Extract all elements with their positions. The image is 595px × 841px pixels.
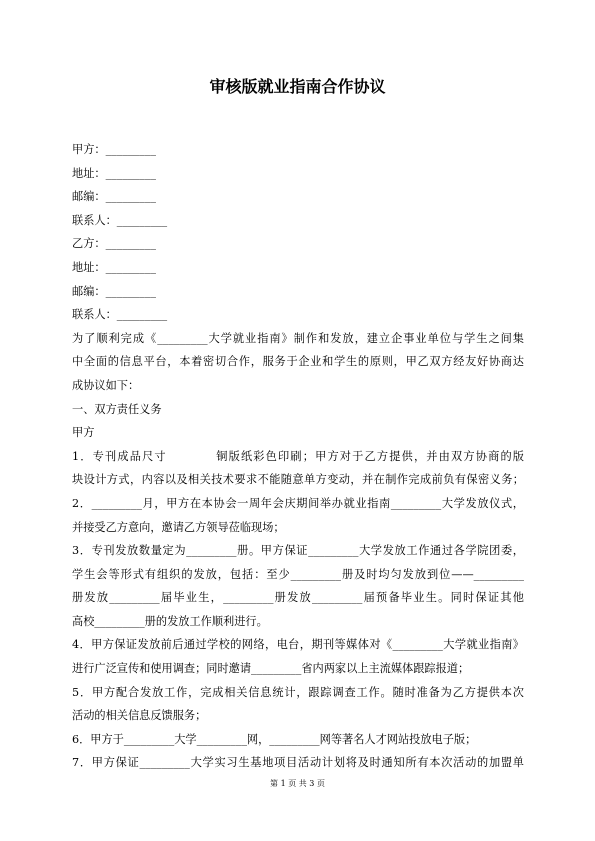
clause-line: 6．甲方于_________大学_________网，_________网等著名人才网站投放电子版； <box>72 732 477 746</box>
document-title: 审核版就业指南合作协议 <box>209 77 386 96</box>
preamble-line: 为了顺利完成《_________大学就业指南》制作和发放，建立企事业单位与学生之间集 <box>72 331 524 345</box>
clause-line: 高校_________册的发放工作顺利进行。 <box>72 614 268 628</box>
clause-line: 3．专刊发放数量定为_________册。甲方保证_________大学发放工作通过各学院团委， <box>72 544 524 558</box>
clause-line: 进行广泛宣传和使用调查；同时邀请_________省内两家以上主流媒体跟踪报道； <box>72 662 470 676</box>
subsection-heading: 甲方 <box>72 426 95 440</box>
party-b-line: 乙方：_________ <box>72 237 156 251</box>
party-a-postcode-line: 邮编：_________ <box>72 190 156 204</box>
clause-line: 学生会等形式有组织的发放，包括：至少_________册及时均匀发放到位——_________ <box>72 567 524 581</box>
party-a-line: 甲方：_________ <box>72 143 156 156</box>
clause-line: 7．甲方保证_________大学实习生基地项目活动计划将及时通知所有本次活动的加盟单 <box>72 756 524 770</box>
preamble-line: 成协议如下： <box>72 378 140 392</box>
party-a-address-line: 地址：_________ <box>72 166 156 180</box>
preamble-line: 中全面的信息平台，本着密切合作，服务于企业和学生的原则，甲乙双方经友好协商达 <box>72 355 524 369</box>
clause-line: 2．_________月，甲方在本协会一周年会庆期间举办就业指南_________大学发放仪式， <box>72 496 524 510</box>
clause-line: 块设计方式，内容以及相关技术要求不能随意单方变动，并在制作完成前负有保密义务； <box>72 473 524 487</box>
document-body <box>72 138 524 775</box>
page-footer: 第 1 页 共 3 页 <box>270 779 325 788</box>
clause-line: 1．专刊成品尺寸 铜版纸彩色印刷；甲方对于乙方提供，并由双方协商的版 <box>72 449 524 463</box>
party-b-address-line: 地址：_________ <box>72 260 156 274</box>
section-heading: 一、双方责任义务 <box>72 402 162 416</box>
party-b-postcode-line: 邮编：_________ <box>72 284 156 298</box>
clause-line: 并接受乙方意向，邀请乙方领导莅临现场； <box>72 520 285 534</box>
party-a-contact-line: 联系人：_________ <box>72 213 168 227</box>
clause-line: 5．甲方配合发放工作，完成相关信息统计，跟踪调查工作。随时准备为乙方提供本次 <box>72 685 524 699</box>
clause-line: 4．甲方保证发放前后通过学校的网络，电台，期刊等媒体对《_________大学就业指南》 <box>72 638 524 652</box>
clause-line: 册发放_________届毕业生，_________册发放_________届预备毕业生。同时保证其他 <box>72 591 524 605</box>
clause-line: 活动的相关信息反馈服务； <box>72 709 207 723</box>
party-b-contact-line: 联系人：_________ <box>72 308 168 322</box>
